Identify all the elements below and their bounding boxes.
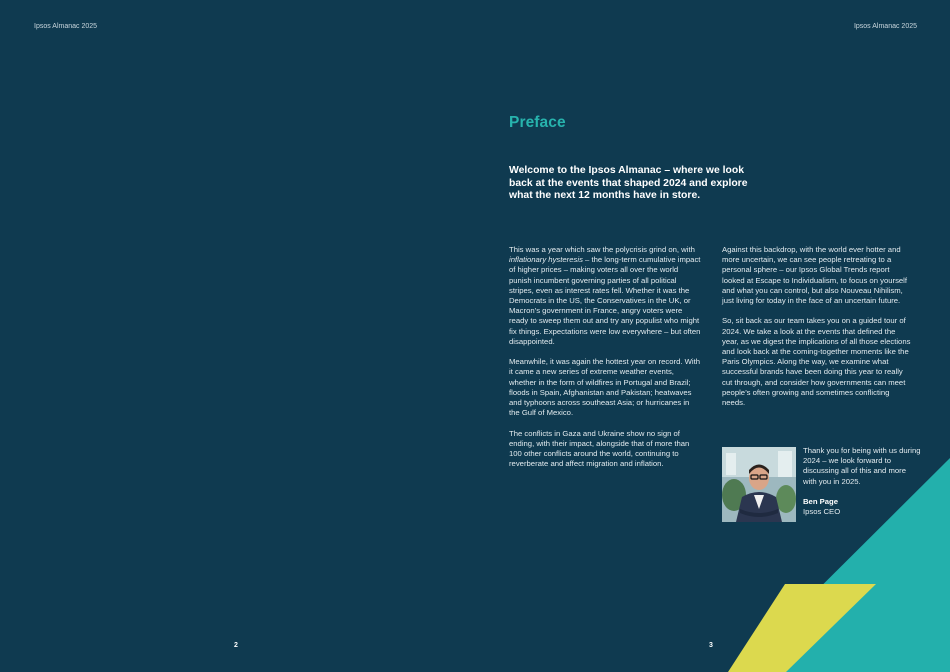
page-number-right: 3 [709, 642, 713, 649]
page-number-left: 2 [234, 642, 238, 649]
italic-term: inflationary hysteresis [509, 255, 583, 265]
running-header-right: Ipsos Almanac 2025 [853, 23, 917, 30]
running-header-left: Ipsos Almanac 2025 [34, 23, 98, 30]
author-name: Ben Page [803, 497, 839, 506]
author-role: Ipsos CEO [803, 507, 841, 517]
body-paragraph: So, sit back as our team takes you on a guided tour of 2024. We take a look at the events that defined the year, as we digest the implications of all those elections and look back at the coming-together moments like the Paris Olympics. Along the way, we examine what successful brands have been doing this year to really cut through, and consider how governments can meet people’s often growing and sometimes conflicting needs. [722, 316, 911, 408]
lead-paragraph: Welcome to the Ipsos Almanac – where we look back at the events that shaped 2024 and explore what the next 12 months have in store. [509, 165, 748, 201]
page-title: Preface [509, 114, 566, 131]
body-paragraph: This was a year which saw the polycrisis grind on, with inflationary hysteresis – the long-term cumulative impact of higher prices – making voters all over the world punish incumbent governing parties of all political stripes, even as interest rates fell. Whether it was the Democrats in the US, the Conservatives in the UK, or Macron’s government in France, angry voters were ready to sweep them out and try any populist who might fix things. Expectations were low everywhere – but often disappointed. [509, 245, 701, 346]
body-paragraph: Meanwhile, it was again the hottest year on record. With it came a new series of extreme weather events, whether in the form of wildfires in Portugal and Brazil; floods in Spain, Afghanistan and Pakistan; heatwaves and typhoons across southeast Asia; or hurricanes in the Gulf of Mexico. [509, 357, 701, 418]
signoff-text: Thank you for being with us during 2024 – we look forward to discussing all of this and more with you in 2025. [803, 446, 921, 486]
body-paragraph: The conflicts in Gaza and Ukraine show no sign of ending, with their impact, alongside that of more than 100 other conflicts around the world, continuing to reverberate and affect migration and inflation. [509, 428, 690, 469]
body-paragraph: Against this backdrop, with the world ever hotter and more uncertain, we can see people retreating to a personal sphere – our Ipsos Global Trends report looked at Escape to Individualism, to focus on yourself and what you can control, but also Nouveau Nihilism, just living for today in the face of an uncertain future. [722, 245, 908, 306]
